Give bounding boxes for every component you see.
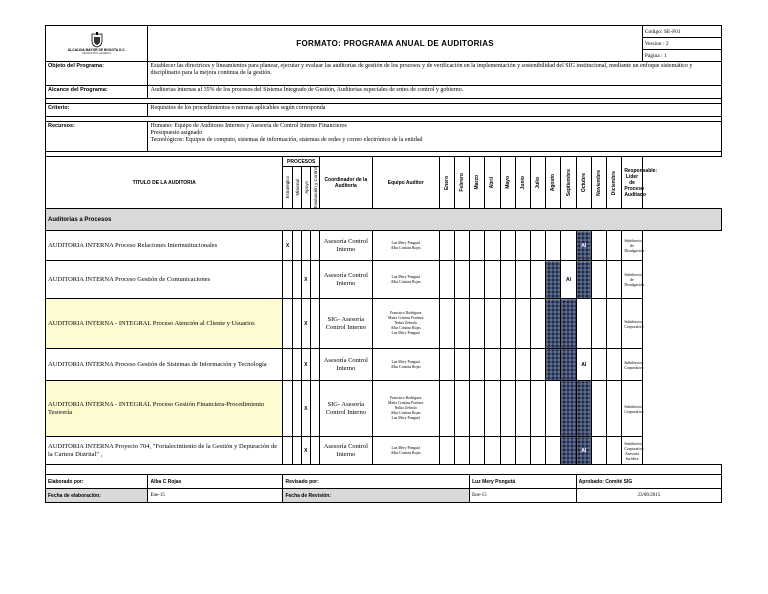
month-cell — [500, 437, 515, 465]
col-month — [470, 157, 485, 209]
month-label: Noviembre — [595, 169, 602, 196]
process-mark-cell — [310, 261, 319, 299]
month-cell — [546, 231, 561, 261]
alcance-label: Alcance del Programa: — [46, 86, 148, 99]
audit-team — [372, 381, 439, 437]
process-mark-cell — [283, 349, 292, 381]
process-mark-cell — [292, 231, 301, 261]
version: Version : 2 — [642, 38, 721, 50]
audit-row[interactable] — [46, 299, 722, 349]
month-cell — [454, 299, 469, 349]
audit-coordinator: Asesoría Control Interno — [319, 349, 372, 381]
col-proc-misional: Misional — [292, 167, 301, 209]
col-proc-evaluacion: Evaluación y Control — [310, 167, 319, 209]
team-member: Luz Mery Pongutá — [391, 416, 420, 421]
team-member: Francisco Rodríguez — [389, 396, 422, 401]
audit-title: AUDITORIA INTERNA Proyecto 704, "Fortalecimiento de la Gestión y Depuración de la Cartera Distrital" , — [46, 437, 283, 465]
audit-team — [372, 231, 439, 261]
col-titulo: TITULO DE LA AUDITORIA — [46, 157, 283, 209]
schedule-block — [546, 261, 561, 299]
month-label: Diciembre — [611, 170, 618, 195]
month-cell — [470, 381, 485, 437]
codigo: Código: SE-F01 — [642, 26, 721, 38]
month-cell — [607, 437, 622, 465]
month-cell — [546, 437, 561, 465]
recursos-line: Tecnológicos: Equipos de computo, sistemas de información, sistemas de redes y correo electrónico de la entidad — [150, 137, 423, 143]
fecha-rev-label: Fecha de Revisión: — [283, 489, 470, 503]
team-member: Luz Mery Pongutá — [391, 445, 420, 450]
process-mark-cell — [292, 437, 301, 465]
month-cell — [439, 349, 454, 381]
month-cell — [485, 381, 500, 437]
audit-program-sheet — [45, 25, 722, 503]
month-cell — [500, 231, 515, 261]
month-cell — [591, 299, 606, 349]
month-label: Abril — [489, 176, 496, 189]
process-mark-cell — [310, 381, 319, 437]
team-member: Luz Mery Pongutá — [391, 240, 420, 245]
month-cell — [607, 299, 622, 349]
process-mark-cell: X — [283, 231, 292, 261]
month-cell — [454, 261, 469, 299]
month-cell — [591, 231, 606, 261]
pagina: Página : 1 — [642, 50, 721, 62]
month-cell — [500, 299, 515, 349]
month-label: Julio — [535, 176, 542, 189]
fecha-elab-value: Ene-15 — [148, 489, 283, 503]
month-cell — [607, 381, 622, 437]
audit-row[interactable] — [46, 381, 722, 437]
month-cell — [485, 349, 500, 381]
fecha-elab-label: Fecha de elaboración: — [46, 489, 148, 503]
col-month — [607, 157, 622, 209]
recursos-value — [148, 122, 722, 152]
month-cell — [439, 381, 454, 437]
month-cell — [531, 437, 546, 465]
elaborado-label: Elaborado por: — [46, 475, 148, 489]
team-member: Alba Cristina Rojas — [390, 450, 421, 455]
month-cell — [591, 381, 606, 437]
month-label: Agosto — [550, 174, 557, 192]
schedule-block — [546, 349, 561, 381]
month-cell — [470, 349, 485, 381]
audit-title: AUDITORIA INTERNA Proceso Relaciones Interinstitucionales — [46, 231, 283, 261]
month-label: Mayo — [504, 176, 511, 190]
month-cell — [515, 349, 530, 381]
audit-coordinator: SIG- Asesoría Control Interno — [319, 299, 372, 349]
elaborado-value: Alba C Rojas — [148, 475, 283, 489]
month-cell — [485, 299, 500, 349]
audit-row[interactable] — [46, 349, 722, 381]
logo-name: ALCALDIA MAYOR DE BOGOTA D.C. — [67, 48, 126, 52]
audit-row[interactable] — [46, 261, 722, 299]
schedule-block: AI — [576, 437, 591, 465]
process-mark-cell: X — [301, 349, 310, 381]
month-cell — [515, 231, 530, 261]
month-cell — [470, 437, 485, 465]
process-mark-cell — [283, 437, 292, 465]
team-member: Nubia Zebrola — [394, 406, 417, 411]
schedule-block — [576, 261, 591, 299]
audit-title: AUDITORIA INTERNA Proceso Gestión de Comunicaciones — [46, 261, 283, 299]
month-cell — [561, 231, 576, 261]
criterio-value: Requisitos de los procedimientos o normas aplicables según corresponda — [148, 104, 722, 117]
col-proc-apoyo: Apoyo — [301, 167, 310, 209]
month-label: Febrero — [459, 173, 466, 192]
team-member: María Cristina Forónez — [387, 316, 424, 321]
process-mark-cell — [310, 299, 319, 349]
audit-responsible: Subdirector de Divulgación — [622, 261, 642, 299]
month-cell — [485, 231, 500, 261]
month-cell — [454, 231, 469, 261]
fecha-aprob-value: 23/06/2015 — [576, 489, 721, 503]
month-cell: AI — [576, 349, 591, 381]
month-cell — [607, 261, 622, 299]
col-responsable: Responsable: Lider de Proceso Auditado — [622, 157, 642, 209]
month-cell — [591, 261, 606, 299]
process-mark-cell — [292, 299, 301, 349]
month-cell — [607, 349, 622, 381]
audit-row[interactable] — [46, 231, 722, 261]
audit-coordinator: Asesoría Control Interno — [319, 231, 372, 261]
city-logo — [48, 32, 145, 55]
month-cell — [439, 437, 454, 465]
col-month — [439, 157, 454, 209]
objetivo-value: Establecer las directrices y lineamientos para planear, ejecutar y evaluar las auditorias de gestión de los procesos y de verificación en la implementación y sostenibilidad del SIG institucional, mediante un enfoque sistemático y disciplinario para la mejora continua de la gestión. — [148, 62, 722, 86]
audit-responsible: Subdirector Corporativo — [622, 299, 642, 349]
month-cell — [531, 349, 546, 381]
audit-team — [372, 261, 439, 299]
col-month — [500, 157, 515, 209]
process-mark-cell — [292, 349, 301, 381]
recursos-line: Humano: Equipo de Auditores Internos y Asesoría de Control Interno Financieros — [150, 123, 347, 129]
team-member: Alba Cristina Rojas — [390, 364, 421, 369]
audit-team — [372, 437, 439, 465]
spacer — [46, 465, 722, 475]
month-label: Junio — [519, 175, 526, 190]
month-cell — [531, 381, 546, 437]
audit-title: AUDITORIA INTERNA - INTEGRAL Proceso Atención al Cliente y Usuarios — [46, 299, 283, 349]
audit-coordinator: Asesoría Control Interno — [319, 437, 372, 465]
process-mark-cell: X — [301, 261, 310, 299]
process-mark-cell: X — [301, 381, 310, 437]
process-mark-cell — [283, 299, 292, 349]
month-cell — [485, 437, 500, 465]
team-member: María Cristina Forónez — [387, 401, 424, 406]
audit-coordinator: SIG- Asesoría Control Interno — [319, 381, 372, 437]
month-cell — [607, 231, 622, 261]
schedule-block — [546, 299, 561, 349]
audit-title: AUDITORIA INTERNA - INTEGRAL Proceso Gestión Financiera-Procedimiento Tesorería — [46, 381, 283, 437]
col-month — [454, 157, 469, 209]
process-mark-cell — [310, 231, 319, 261]
team-member: Alba Cristina Rojas — [390, 279, 421, 284]
alcance-value: Auditorias internas al 35% de los procesos del Sistema Integrado de Gestión, Auditorias especiales de entes de control y gobierno. — [148, 86, 722, 99]
revisado-label: Revisado por: — [283, 475, 470, 489]
document-title: FORMATO: PROGRAMA ANUAL DE AUDITORIAS — [148, 26, 642, 62]
col-month — [531, 157, 546, 209]
col-procesos: PROCESOS — [283, 157, 320, 167]
col-month — [561, 157, 576, 209]
logo-cell — [46, 26, 148, 62]
audit-responsible: Subdirector Corporativo — [622, 381, 642, 437]
objetivo-label: Objeto del Programa: — [46, 62, 148, 86]
process-mark-cell — [301, 231, 310, 261]
col-month — [576, 157, 591, 209]
audit-team — [372, 299, 439, 349]
col-month — [515, 157, 530, 209]
month-label: Octubre — [580, 173, 587, 193]
criterio-label: Criterio: — [46, 104, 148, 117]
month-cell — [531, 261, 546, 299]
col-month — [546, 157, 561, 209]
month-cell — [439, 261, 454, 299]
month-cell — [576, 299, 591, 349]
audit-title: AUDITORIA INTERNA Proceso Gestión de Sistemas de Información y Tecnología — [46, 349, 283, 381]
team-member: Alba Cristina Rojas — [390, 245, 421, 250]
month-cell — [500, 261, 515, 299]
month-cell — [439, 299, 454, 349]
recursos-label: Recursos: — [46, 122, 148, 152]
month-cell — [531, 231, 546, 261]
audit-coordinator: Asesoría Control Interno — [319, 261, 372, 299]
month-cell — [500, 349, 515, 381]
month-cell — [470, 261, 485, 299]
month-cell — [515, 437, 530, 465]
month-cell — [470, 299, 485, 349]
process-mark-cell — [283, 261, 292, 299]
process-mark-cell — [292, 261, 301, 299]
audit-team — [372, 349, 439, 381]
logo-sub: SECRETARÍA GENERAL — [82, 52, 112, 55]
month-cell — [515, 261, 530, 299]
process-mark-cell — [310, 437, 319, 465]
process-mark-cell — [310, 349, 319, 381]
month-cell: AI — [561, 261, 576, 299]
team-member: Francisco Rodríguez — [389, 311, 422, 316]
process-mark-cell: X — [301, 437, 310, 465]
team-member: Luz Mery Pongutá — [391, 331, 420, 336]
team-member: Luz Mery Pongutá — [391, 274, 420, 279]
team-member: Alba Cristina Rojas — [390, 326, 421, 331]
aprobado-label: Aprobado: Comité SIG — [576, 475, 721, 489]
month-cell — [454, 381, 469, 437]
col-month — [591, 157, 606, 209]
fecha-rev-value: Ene-15 — [470, 489, 577, 503]
month-cell — [500, 381, 515, 437]
month-cell — [485, 261, 500, 299]
month-label: Enero — [443, 175, 450, 190]
audit-responsible: Subdirector Corporativo Asesoría Jurídica — [622, 437, 642, 465]
month-cell — [439, 231, 454, 261]
col-coordinador: Coordinador de la Auditoria — [319, 157, 372, 209]
process-mark-cell — [283, 381, 292, 437]
month-label: Marzo — [474, 175, 481, 190]
schedule-block — [576, 381, 591, 437]
process-mark-cell — [292, 381, 301, 437]
recursos-line: Presupuesto asignado — [150, 130, 203, 136]
schedule-block — [561, 437, 576, 465]
month-cell — [454, 349, 469, 381]
team-member: Luz Mery Pongutá — [391, 359, 420, 364]
month-cell — [531, 299, 546, 349]
coat-of-arms-icon — [90, 32, 104, 48]
month-cell — [470, 231, 485, 261]
month-cell — [454, 437, 469, 465]
audit-row[interactable] — [46, 437, 722, 465]
month-cell — [591, 437, 606, 465]
schedule-block — [561, 349, 576, 381]
month-cell — [591, 349, 606, 381]
process-mark-cell: X — [301, 299, 310, 349]
revisado-value: Luz Mery Pongutá — [470, 475, 577, 489]
col-proc-estrategico: Estratégico — [283, 167, 292, 209]
audit-responsible: Subdirector Corporativo — [622, 349, 642, 381]
schedule-block — [561, 299, 576, 349]
month-cell — [515, 299, 530, 349]
month-label: Septiembre — [565, 169, 572, 197]
schedule-block — [561, 381, 576, 437]
team-member: Alba Cristina Rojas — [390, 411, 421, 416]
schedule-block: AI — [576, 231, 591, 261]
team-member: Nubia Zebrola — [394, 321, 417, 326]
col-month — [485, 157, 500, 209]
month-cell — [546, 381, 561, 437]
month-cell — [515, 381, 530, 437]
col-equipo: Equipo Auditor — [372, 157, 439, 209]
section-auditorias-procesos: Auditorias a Procesos — [46, 209, 722, 231]
audit-responsible: Subdirector de Divulgación — [622, 231, 642, 261]
